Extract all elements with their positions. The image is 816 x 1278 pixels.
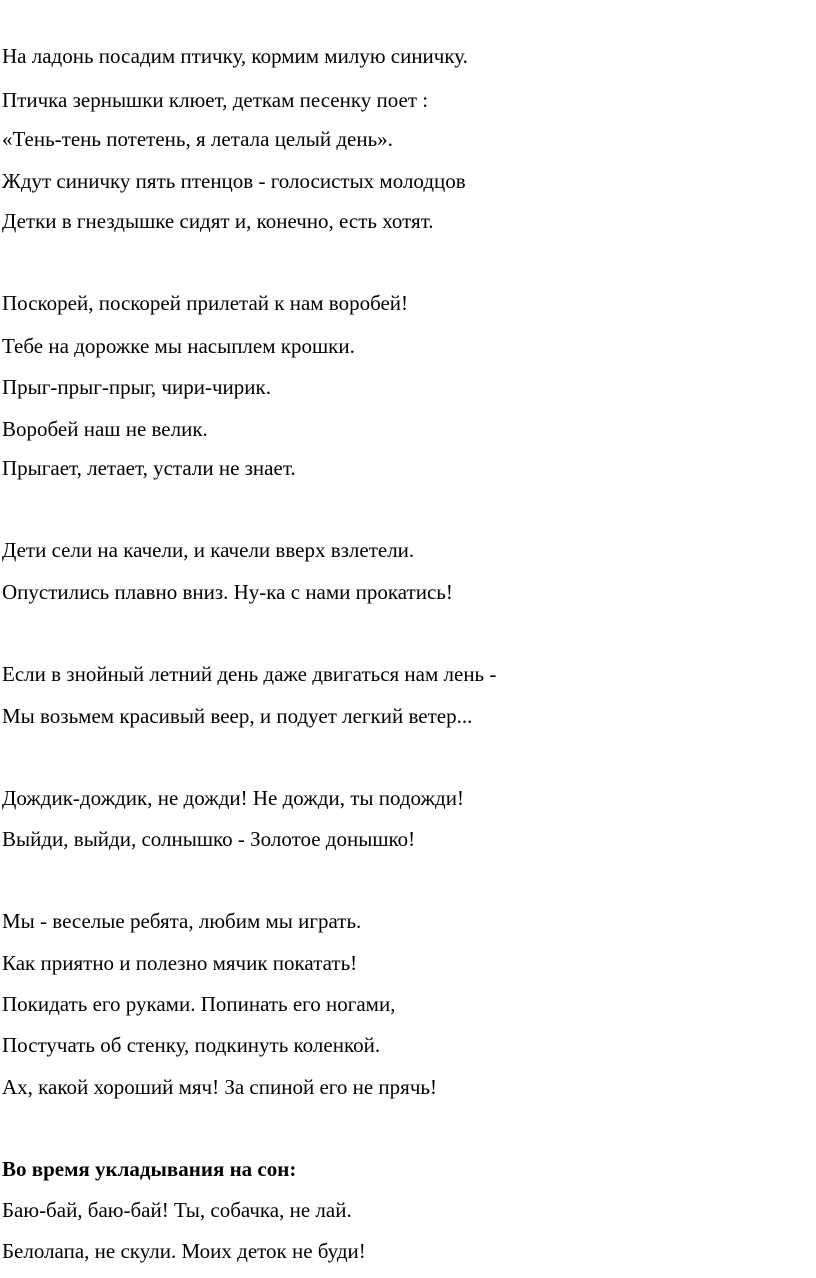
text-line: Ждут синичку пять птенцов - голосистых молодцов	[2, 169, 466, 193]
text-line: Как приятно и полезно мячик покатать!	[2, 951, 358, 975]
text-line: Опустились плавно вниз. Ну-ка с нами прокатись!	[2, 580, 453, 604]
text-line: Ах, какой хороший мяч! За спиной его не прячь!	[2, 1075, 437, 1099]
text-line: Если в знойный летний день даже двигаться нам лень -	[2, 662, 497, 686]
text-line: Птичка зернышки клюет, деткам песенку поет :	[2, 88, 429, 112]
text-line: Белолапа, не скули. Моих деток не буди!	[2, 1239, 366, 1263]
text-line: Детки в гнездышке сидят и, конечно, есть хотят.	[2, 209, 434, 233]
text-line: Мы - веселые ребята, любим мы играть.	[2, 909, 362, 933]
text-line: Баю-бай, баю-бай! Ты, собачка, не лай.	[2, 1198, 352, 1222]
text-line: Поскорей, поскорей прилетай к нам воробей!	[2, 291, 409, 315]
text-line: Воробей наш не велик.	[2, 417, 208, 441]
text-line: Прыгает, летает, устали не знает.	[2, 456, 296, 480]
text-line: Выйди, выйди, солнышко - Золотое донышко!	[2, 827, 416, 851]
text-line: Дети сели на качели, и качели вверх взлетели.	[2, 538, 415, 562]
section-heading: Во время укладывания на сон:	[2, 1157, 297, 1181]
text-line: Постучать об стенку, подкинуть коленкой.	[2, 1033, 381, 1057]
text-line: Покидать его руками. Попинать его ногами,	[2, 992, 396, 1016]
text-line: Прыг-прыг-прыг, чири-чирик.	[2, 375, 271, 399]
text-line: Дождик-дождик, не дожди! Не дожди, ты подожди!	[2, 786, 464, 810]
text-line: Тебе на дорожке мы насыплем крошки.	[2, 334, 355, 358]
text-line: На ладонь посадим птичку, кормим милую синичку.	[2, 44, 468, 68]
text-line: «Тень-тень потетень, я летала целый день».	[2, 127, 393, 151]
text-line: Мы возьмем красивый веер, и подует легкий ветер...	[2, 704, 473, 728]
